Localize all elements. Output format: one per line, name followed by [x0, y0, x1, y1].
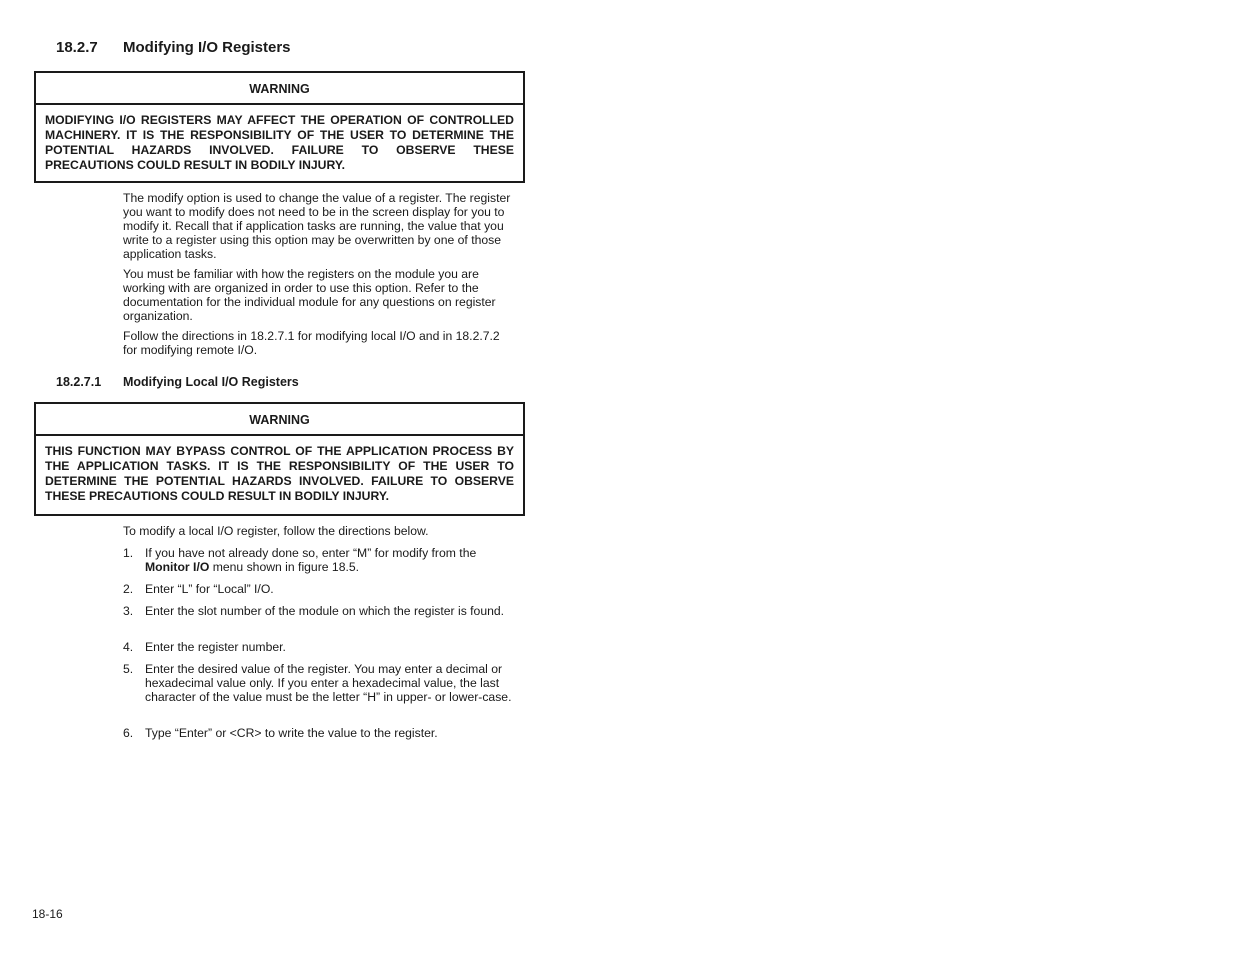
steps-intro: To modify a local I/O register, follow the directions below. — [123, 524, 429, 538]
warning-title: WARNING — [36, 404, 523, 436]
step-number: 1. — [123, 546, 134, 560]
step-text: Enter the desired value of the register. You may enter a decimal or hexadecimal value only. If you enter a hexadecimal value, the last character of the value must be the letter “H” in upper- or lower-case. — [145, 662, 512, 704]
subsection-title: Modifying Local I/O Registers — [123, 375, 299, 389]
step-text: If you have not already done so, enter “M” for modify from the Monitor I/O menu shown in figure 18.5. — [145, 546, 477, 574]
list-item — [123, 604, 513, 618]
list-item — [123, 726, 513, 740]
list-item — [123, 640, 513, 654]
page-number: 18-16 — [32, 907, 63, 921]
step-number: 3. — [123, 604, 134, 618]
list-item — [123, 662, 513, 704]
menu-name: Monitor I/O — [145, 560, 210, 574]
subsection-number: 18.2.7.1 — [56, 375, 102, 389]
warning-text: THIS FUNCTION MAY BYPASS CONTROL OF THE APPLICATION PROCESS BY THE APPLICATION TASKS. IT IS THE RESPONSIBILITY OF THE USER TO DETERMINE THE POTENTIAL HAZARDS INVOLVED. FAILURE TO OBSERVE THESE PRECAUTIONS COULD RESULT IN BODILY INJURY. — [45, 444, 514, 503]
step-number: 6. — [123, 726, 134, 740]
warning-text: MODIFYING I/O REGISTERS MAY AFFECT THE OPERATION OF CONTROLLED MACHINERY. IT IS THE RESPONSIBILITY OF THE USER TO DETERMINE THE POTENTIAL HAZARDS INVOLVED. FAILURE TO OBSERVE THESE PRECAUTIONS COULD RESULT IN BODILY INJURY. — [45, 113, 514, 172]
step-number: 5. — [123, 662, 134, 676]
step-text: Enter the register number. — [145, 640, 286, 654]
step-number: 4. — [123, 640, 134, 654]
paragraph-directions: Follow the directions in 18.2.7.1 for modifying local I/O and in 18.2.7.2 for modifying remote I/O. — [123, 329, 500, 357]
section-heading — [56, 39, 291, 56]
list-item — [123, 582, 513, 596]
warning-title: WARNING — [36, 73, 523, 105]
section-number: 18.2.7 — [56, 39, 98, 56]
step-number: 2. — [123, 582, 134, 596]
step-text: Enter “L” for “Local” I/O. — [145, 582, 274, 596]
step-text: Type “Enter” or <CR> to write the value to the register. — [145, 726, 438, 740]
subsection-heading — [56, 375, 299, 389]
paragraph-modify-option: The modify option is used to change the value of a register. The register you want to modify does not need to be in the screen display for you to modify it. Recall that if application tasks are running, the value that you write to a register using this option may be overwritten by one of those application tasks. — [123, 191, 511, 261]
section-title: Modifying I/O Registers — [123, 39, 291, 56]
warning-box-1 — [34, 71, 525, 183]
list-item — [123, 546, 513, 574]
step-text: Enter the slot number of the module on which the register is found. — [145, 604, 505, 618]
warning-box-2 — [34, 402, 525, 516]
paragraph-register-organization: You must be familiar with how the registers on the module you are working with are organized in order to use this option. Refer to the documentation for the individual module for any questions on register organization. — [123, 267, 496, 323]
